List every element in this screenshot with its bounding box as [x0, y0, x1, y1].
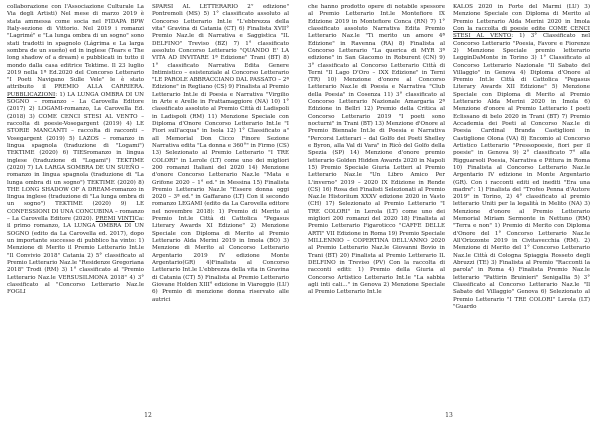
text-run: KALOS 2020 in Forte del Marmi (LU) 3) Menzione Speciale con Diploma di Merito al Premio Letterario Alda Merini 2020 in Imola	[453, 4, 590, 25]
right-page-column-1	[308, 4, 445, 404]
text-run: : 1) 3° Classificato nel Concorso Letterario "Poesia, Favore e Fiorenze 2) Menzione Speciale premio letterario LegginDaMonte in Torino 3) 1° Classificato al Concorso Letterario Nazionale "Il Sabato del Villaggio" in Genova 4) Diploma d'Onore al Premio Int.le Città di Cattolica "Pegasus Literary Awards XII Edizione" 5) Menzione Speciale con Diploma di Merito al Premio Letterario Alda Merini 2020 in Imola 6) Menzione d'onore al Premio Letterario I poeti Eclissano di belo 2020 in Trani (BT) 7) Premio Accademia dei Poeti al Concorso Naz.le di Poesia Cardinal Branda Castiglioni in Castiglione Olona (VA) 8) Encomio al Concorso Artistico Letterario "Pressopoesie, fiori per il poesie" in Genova 9) 2° classificato 7° alla Rigguarsoli Poesia, Narrativa e Pittura in Roma 10) Finalista al Concorso Letterario Naz.le Argentario IV edizione in Monte Argentario (GR). Con i racconti editi ed inediti "Era una madre": 1) Finalista del "Trofeo Penna d'Autore 2019" in Torino, 2) 4° classificato al premio letterario Uniti per la legalità in Melito (NA) 3) Menzione d'onore al Premio Letterario Memorial Miriam Sermonte in Nettuno (RM) "Terra e non" 1) Premio di Merito con Diploma d'Onore del 1° Concorso Letterario Naz.le All'Orizzonte 2019 in Civitavecchia (RM). 2) Menzione di Merito del 1° Concorso Letterario Naz.le Città di Cologna Spiaggia Rosseto degli Abruzzi (TE) 3) Finalista al Premio "Racconti la parola" in Roma 4) Finalista Premio Naz.le letterario "Pattirin Bruinieri" Senigallia 5) 3° Classificato al Concorso Letterario Naz.le "Il Sabato del Villaggio" Genova 6) Selezionato al Premio Letterario "I TRE COLORI" Lerola (LT) "Guardo	[453, 33, 590, 310]
column-text	[453, 4, 590, 311]
right-page-column-2	[453, 4, 590, 404]
left-page-columns	[7, 4, 289, 404]
column-text	[7, 4, 144, 297]
text-run: che hanno prodotto opere di notabile spessore al Premio Letterario Int.le Montefiore IX Edizione 2019 in Montefiore Conca (RN) 7) 1° classificato assoluto Narrativa Edita Premio Letterario Naz.le "Ti merito un amore 4ª Edizione" in Ravenna (RA) 8) Finalista al Concorso Letterario "La querica di MYR 3ª edizione" in San Giacomo in Roburent (CN) 9) 3° classificato al Concorso Letterario Città di Terni "Il Lago D'Oro – IXX Edizione" in Terni (TR) 10) Menzione d'onore al Concorso Letterario Naz.le di Poesia e Narrativa "Club della Poesia" in Cosenza 11) 3° classificato al Concorso Letterario Nazionale Amargaria 2ª Edizione in Bellri 12) Premio della Critica al Concorso Letterario 2019 "I poeti sono nocturni" in Trani (BT) 13) Menzione d'Onore al Premio Biennale Int.le di Poesia e Narrativa "Percorsi Letterari – dal Golfo dei Poeti Shelley e Byron, alla Val di Vara" in Ricò del Golfo della Spezia (SP) 14) Menzione d'onore premio letterario Golden Hidden Awards 2020 in Napoli 15) Premio Speciale Giuria Letteri al Premio Letterario Naz.le "Un Libro Amico Per L'inverno" 2019 – 2020 IX Edizione in Rende (CS) 16) Rosa dei Finalisti Selezionati al Premio Naz.le Historiium XXXV edizione 2020 in Vasto (CH) 17) Selezionato al Premio Letterario "I TRE COLORI" in Lerola (LT) come uno dei migliori 200 romanzi del 2020 18) Finalista al Premio Letterario Figaroticco "CAFFE DELLE ARTI" VII Edizione in Roma 19) Premio Speciale MILLENNIO – COPERTINA DELL'ANNO 2020 al Premio Letterario Naz.le Giovanni Bovio in Trani (BT) 20) Finalista al Premio Letterario IL DELFINO in Treviso (PV) Con la raccolta di racconti editi: 1) Premio della Giuria al Concorso Artistico Letterario Int.le "La sabbia agli inti cali..." in Genova 2) Menzione Speciale al Premio Letterario Int.le	[308, 4, 445, 296]
underlined-heading: PUBBLICAZIONI	[7, 91, 56, 98]
text-run: collaborazione con l'Associazione Culturale La Via degli Artisti) Nel mese di marzo 2019 è stata ammessa come socia nel FIDAPA BPW Italy-sezione di Vittorio. Nel 2019 i romanzi "Lagrimé" e "La lunga ombra di un sogno" sono stati tradotti in spagnolo (Lágrima e La larga sombra de un sueño) ed in inglese (Tears e The long shadow of a dream) e pubblicati in tutto il mondo dalla casa editrice Tektime. Il 23 luglio 2019 nella 1ª Ed.2020 del Concorso Letterario "I Poeti Navigano Sulle Vele" le è stato attribuito il PREMIO ALLA CARRIERA.	[7, 4, 144, 91]
right-page-columns	[308, 4, 590, 404]
left-page-column-2	[152, 4, 289, 404]
page-number-left: 12	[144, 412, 152, 419]
text-run: Ca: il primo romanzo, LA LUNGA OMBRA DI UN SOGNO (edito da La Carovella ed. 2017), dopo un importante successo di pubblico ha vinto: 1) Menzione di Merito il Premio Letterario Int.le "Il Convivio 2018" Catania 2) 5° classificato al Premio Letterario Naz.le "Residenze Gregoriana 2018" Trodi (RM) 3) 1° classificato al "Premio Letterario Naz.le VERSUSILMONA 2018" 4) 3° classificato al "Concorso Letterario Naz.le FOGLI	[7, 216, 144, 296]
page-number-right: 13	[445, 412, 453, 419]
left-page-column-1	[7, 4, 144, 404]
underlined-heading: PREMI VINTI	[95, 216, 135, 223]
column-text	[152, 4, 289, 304]
underlined-heading: Con la raccolta di poesie edite COME CENCI STESI AL VENTO	[453, 25, 590, 40]
left-page	[7, 4, 289, 420]
column-text	[308, 4, 445, 297]
text-run: : 1) LA LUNGA OMBRA DI UN SOGNO – romanzo – La Carovella Editore (2017) 2) LOGAMI-romanzo, La Carovella Ed. (2018) 3) COME CENCI STESI AL VENTO – raccolta di poesie-Vosegargent (2019) 4) LE STORIE MANCANTI – raccolta di racconti – Vosegargent (2019) 5) LAZOS – romanzo in lingua spagnola (traduzione di "Logami") TEKTIME (2020) 6) TIESromanzo in lingua inglese (traduzione di "Logami") TEKTIME (2020) 7) LA LARGA SOMBRA DE UN SUEÑO – romanzo in lingua spagnola (traduzione di "La lunga ombra di un sogno") TEKTIME (2020) 8) THE LONG SHADOW OF A DREAM-romanzo in lingua inglese (traduzione di "La lunga ombra di un sogno") TEKTIME (2020) 9) LE CONFESSIONI DI UNA CONCUBINA – romanzo – La Carovella Editore (2020).	[7, 91, 144, 223]
right-page	[308, 4, 590, 420]
text-run: SPARSI AL LETTERARIO 2° edizione" Pontremoli (MS) 5) 1° classificato assoluto al Concorso Letterario Int.le "L'ebbrezza della vita" Gravina di Catania (CT) 6) Finalista XVII° Premio Naz.le di Narrativa e Saggistica "IL DELFINO" Treviso (BZ) 7) 1° classificato assoluto Concorso Letterario "QUANDO E' LA VITA AD INVITARE 1ª Edizione" Trani (BT) 8) 1° classificato Narrativa Edita Genere Intimistico – esistenziale al Concorso Letterario "LE PAROLE ABBRACCIANO DAL PASSATO – 2ª Edizione" in Regliano (CS) 9) Finalista al Premio Letterario Int.le di Poesia e Narrativa "Virgilio in Arte e Arelle in Frattamaggiore (NA) 10) 1° classificato assoluto al Premio Città di Ladispoli in Ladispoli (RM) 11) Menzione Speciale con Diploma d'Onore Concorso Letterario Int.le "I Fiori sull'acqua" in Isola 12) 1° Classificato a" all Memorial Don Cicco Finore Sezione Narrativa edita "La donna e 360°" in Firmo (CS) 13) Selezionato al Premio Letterario "I TRE COLORI" in Lerole (LT) come uno dei migliori 200 romanzi Italiani del 2020 14) Menzione d'onore Concorso Letterario Naz.le "Mata e Grifone 2020 – 1° ed." in Messina 15) Finalista Premio Letterario Naz.le "Essere donna oggi 2020 – 3ª ed." in Gaffarano (LT) Con il secondo romanzo LEGAMI (edito da La Carovella editore nel novembre 2018): 1) Premio di Merito al Premio Int.le Città di Cattolica "Pegasus Literary Awards XI Edizione" 2) Menzione Speciale con Diploma di Merito al Premio Letterario Alda Merini 2019 in Imola (BO) 3) Menzione di Merito al Concorso Letterario Argentario 2019 IV edizione Monte Argentario(GR) 4)Finalista al Concorso Letterario Int.le L'ebbrezza della vita in Gravina di Catania (CT) 5) Finalista al Premio Letterario Giovane Holden XIII° edizione in Viareggio (LU) 6) Premio di menzione donna riservato alle autrici	[152, 4, 289, 303]
